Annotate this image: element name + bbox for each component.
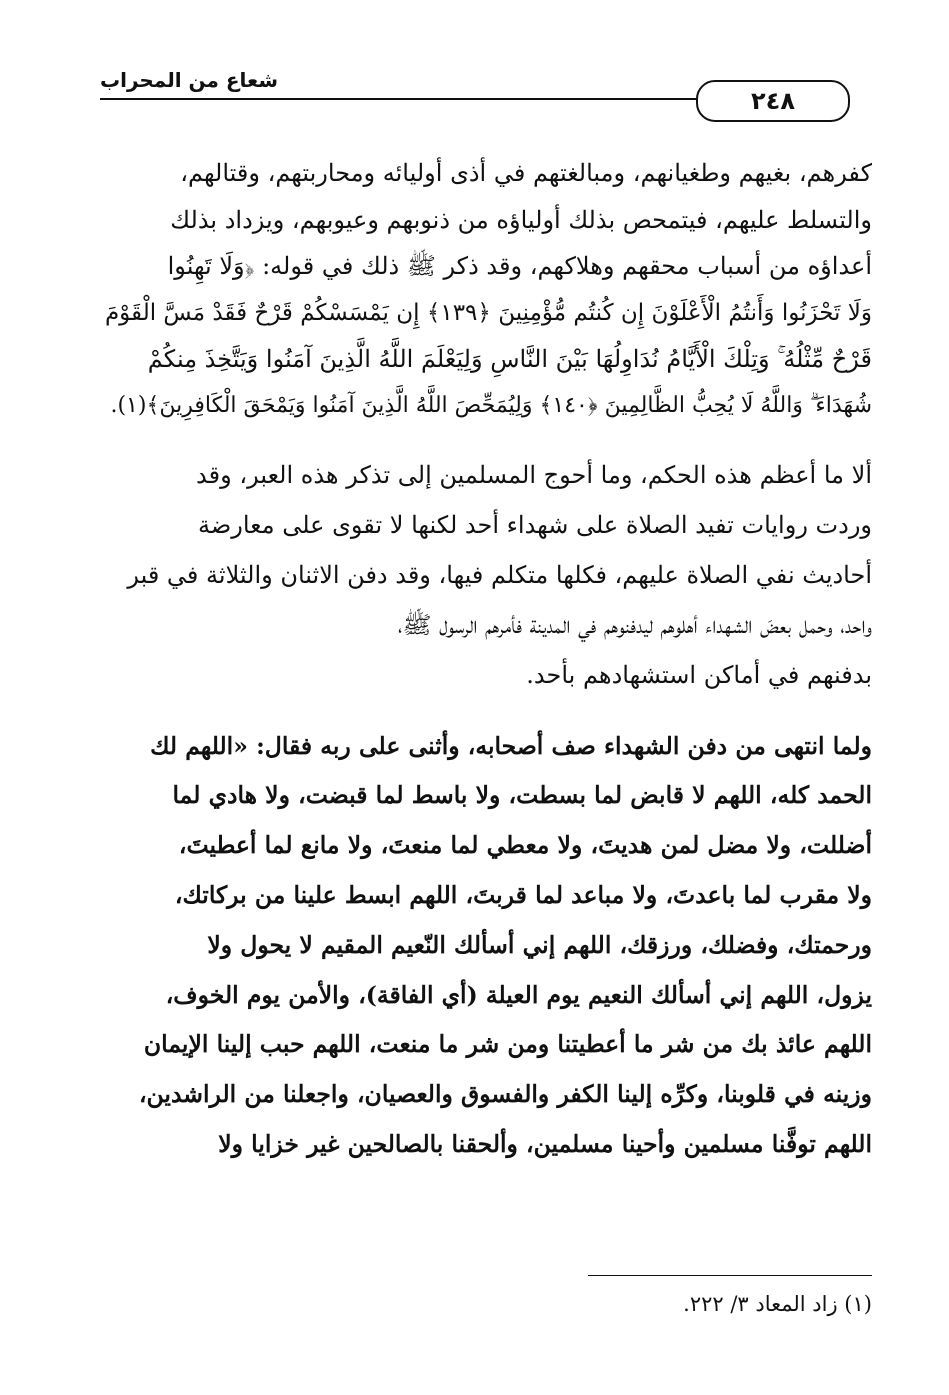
text-line: ورحمتك، وفضلك، ورزقك، اللهم إني أسألك النّعيم المقيم لا يحول ولا xyxy=(207,930,872,959)
text-line: كفرهم، بغيهم وطغيانهم، ومبالغتهم في أذى أوليائه ومحاربتهم، وقتالهم، xyxy=(180,159,872,187)
text-line: أعداؤه من أسباب محقهم وهلاكهم، وقد ذكر ﷺ ذلك في قوله: ﴿وَلَا تَهِنُوا xyxy=(167,252,872,281)
text-line: اللهم توفَّنا مسلمين وأحينا مسلمين، وألحقنا بالصالحين غير خزايا ولا xyxy=(218,1129,872,1158)
text-line: والتسلط عليهم، فيتمحص بذلك أولياؤه من ذنوبهم وعيوبهم، ويزداد بذلك xyxy=(170,205,872,234)
text-line: وزينه في قلوبنا، وكرِّه إلينا الكفر والفسوق والعصيان، واجعلنا من الراشدين، xyxy=(138,1080,872,1109)
text-line: واحد، وحمل بعضَ الشهداء أهلوهم ليدفنوهم في المدينة فأمرهم الرسول ﷺ، xyxy=(397,610,872,639)
text-line: أحاديث نفي الصلاة عليهم، فكلها متكلم فيها، وقد دفن الاثنان والثلاثة في قبر xyxy=(127,560,872,589)
text-line: ألا ما أعظم هذه الحكم، وما أحوج المسلمين إلى تذكر هذه العبر، وقد xyxy=(196,460,872,489)
text-line: أضللت، ولا مضل لمن هديتَ، ولا معطي لما منعتَ، ولا مانع لما أعطيتَ، xyxy=(178,831,872,860)
header-rule xyxy=(100,98,700,100)
text-line: شُهَدَاءَ ۗ وَاللَّهُ لَا يُحِبُّ الظَّالِمِينَ ﴿١٤٠﴾ وَلِيُمَحِّصَ اللَّهُ الَّذِينَ آمَنُوا وَيَمْحَقَ الْكَافِرِينَ﴾(١). xyxy=(110,392,872,418)
text-line: قَرْحٌ مِّثْلُهُ ۚ وَتِلْكَ الْأَيَّامُ نُدَاوِلُهَا بَيْنَ النَّاسِ وَلِيَعْلَمَ اللَّهُ الَّذِينَ آمَنُوا وَيَتَّخِذَ مِنكُمْ xyxy=(147,345,872,374)
text-line: اللهم عائذ بك من شر ما أعطيتنا ومن شر ما منعت، اللهم حبب إلينا الإيمان xyxy=(143,1030,872,1059)
text-line: وَلَا تَحْزَنُوا وَأَنتُمُ الْأَعْلَوْنَ إِن كُنتُم مُّؤْمِنِينَ ﴿١٣٩﴾ إِن يَمْسَسْكُمْ قَرْحٌ فَقَدْ مَسَّ الْقَوْمَ xyxy=(104,299,872,326)
paragraph-martyrs-burial xyxy=(100,450,872,700)
text-line: الحمد كله، اللهم لا قابض لما بسطت، ولا باسط لما قبضت، ولا هادي لما xyxy=(172,781,872,810)
running-title: شعاع من المحراب xyxy=(100,68,279,92)
footnote-rule xyxy=(588,1275,872,1276)
text-line: يزول، اللهم إني أسألك النعيم يوم العيلة (أي الفاقة)، والأمن يوم الخوف، xyxy=(165,980,872,1009)
paragraph-quran-quote xyxy=(100,150,872,430)
text-line: بدفنهم في أماكن استشهادهم بأحد. xyxy=(526,660,872,689)
page-number: ٢٤٨ xyxy=(696,80,850,122)
text-line: وردت روايات تفيد الصلاة على شهداء أحد لكنها لا تقوى على معارضة xyxy=(198,510,872,539)
paragraph-supplication xyxy=(100,722,872,1170)
page-body xyxy=(100,150,872,1170)
text-line: ولما انتهى من دفن الشهداء صف أصحابه، وأثنى على ربه فقال: «اللهم لك xyxy=(150,731,872,760)
footnote: (١) زاد المعاد ٣/ ٢٢٢. xyxy=(683,1292,872,1316)
text-line: ولا مقرب لما باعدتَ، ولا مباعد لما قربتَ، اللهم ابسط علينا من بركاتك، xyxy=(174,880,872,909)
page-header xyxy=(100,58,860,138)
